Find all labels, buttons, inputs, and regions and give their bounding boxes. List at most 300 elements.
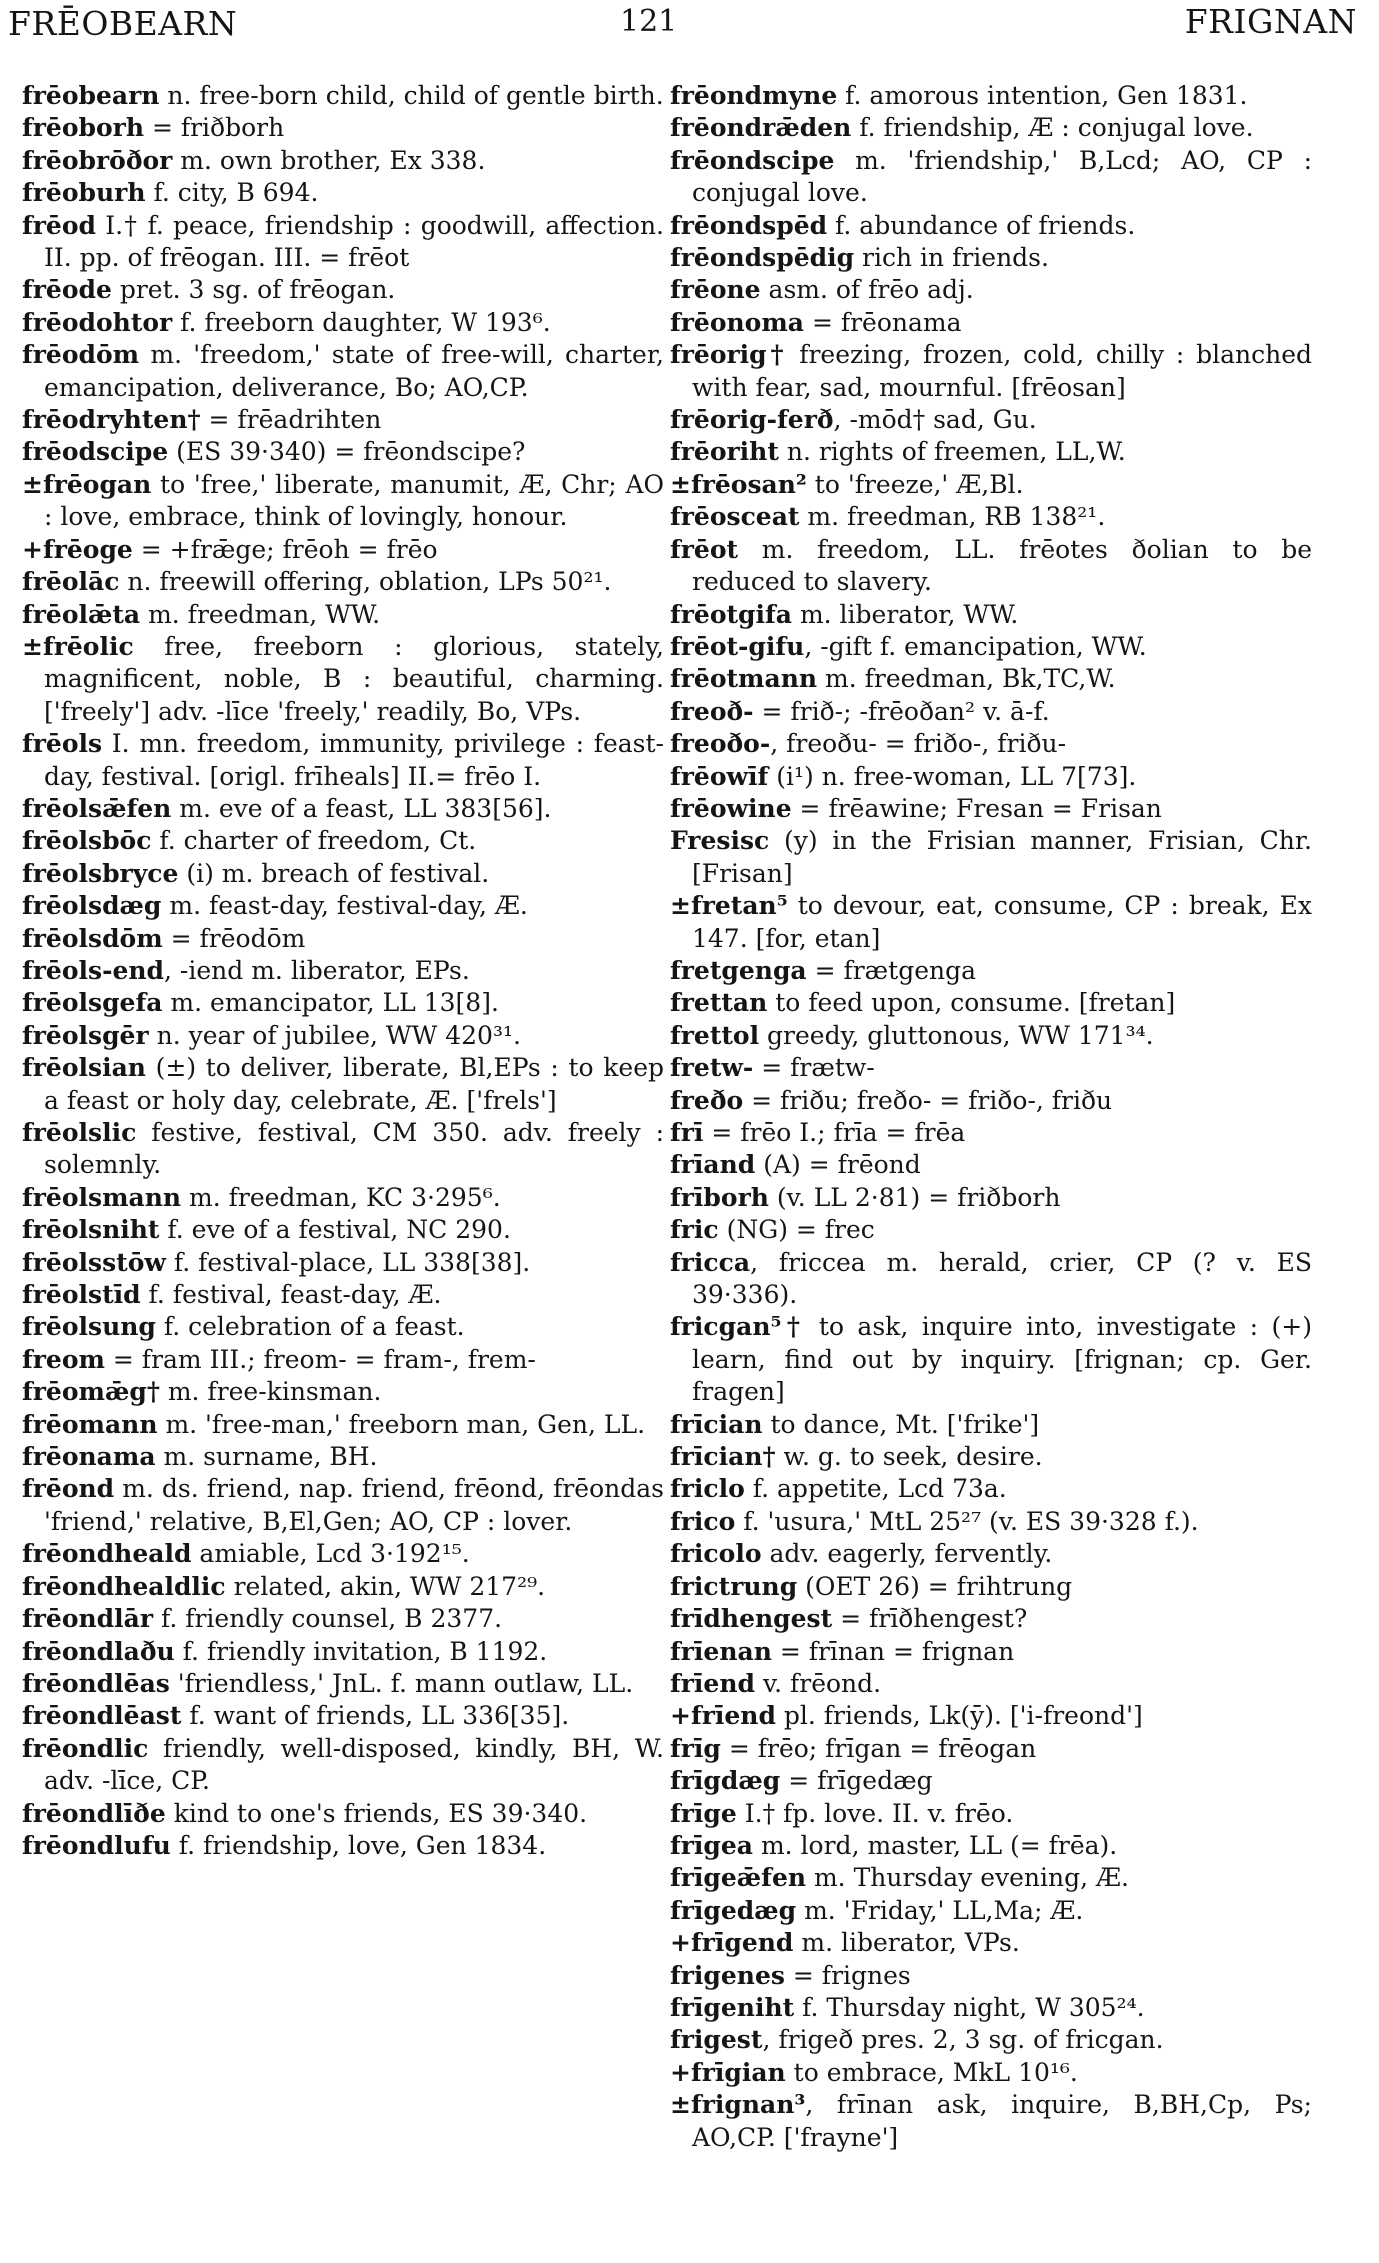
entry-headword: frēot-gifu: [670, 631, 805, 661]
entry-definition: v. frēond.: [755, 1668, 882, 1698]
dictionary-entry: [22, 1279, 664, 1311]
entry-definition: free, freeborn : glorious, stately, magnificent, noble, B : beautiful, charming. ['freely'] adv. -līce 'freely,' readily, Bo, VPs.: [44, 631, 664, 726]
entry-definition: f. abundance of friends.: [827, 210, 1136, 240]
entry-headword: +frīend: [670, 1701, 776, 1731]
dictionary-entry: [22, 177, 664, 209]
dictionary-entry: [22, 307, 664, 339]
entry-definition: freezing, frozen, cold, chilly : blanched with fear, sad, mournful. [frēosan]: [692, 340, 1312, 402]
dictionary-entry: [22, 1376, 664, 1408]
header-right-guideword: FRIGNAN: [1184, 2, 1357, 41]
entry-headword: ±frēogan: [22, 469, 152, 499]
entry-definition: f. festival, feast-day, Æ.: [140, 1280, 442, 1310]
entry-headword: frīgea: [670, 1830, 754, 1860]
dictionary-entry: [22, 436, 664, 468]
entry-definition: I. mn. freedom, immunity, privilege : feast-day, festival. [origl. frīheals] II.= frēo I.: [44, 729, 664, 791]
dictionary-entry: [22, 1052, 664, 1117]
dictionary-entry: [670, 663, 1312, 695]
entry-definition: rich in friends.: [854, 243, 1049, 273]
entry-headword: frēols-end: [22, 955, 165, 985]
dictionary-entry: [670, 728, 1312, 760]
entry-definition: f. eve of a festival, NC 290.: [159, 1215, 511, 1245]
dictionary-entry: [22, 274, 664, 306]
entry-headword: frēolsung: [22, 1312, 156, 1342]
entry-definition: f. friendly invitation, B 1192.: [174, 1636, 548, 1666]
dictionary-entry: [670, 80, 1312, 112]
entry-headword: frīgedæg: [670, 1895, 797, 1925]
dictionary-entry: [670, 1409, 1312, 1441]
entry-headword: freðo: [670, 1085, 744, 1115]
entry-headword: frēolsstōw: [22, 1247, 166, 1277]
entry-definition: pret. 3 sg. of frēogan.: [111, 275, 396, 305]
entry-headword: frēosceat: [670, 502, 800, 532]
entry-definition: , freoðu- = friðo-, friðu-: [770, 729, 1067, 759]
entry-definition: m. Thursday evening, Æ.: [806, 1863, 1129, 1893]
dictionary-entry: [670, 339, 1312, 404]
entry-headword: frēode: [22, 275, 112, 305]
entry-definition: f. friendship, love, Gen 1834.: [170, 1830, 547, 1860]
dictionary-entry: [670, 890, 1312, 955]
entry-headword: frēoburh: [22, 178, 146, 208]
entry-headword: frēondheald: [22, 1539, 192, 1569]
entry-definition: I.† f. peace, friendship : goodwill, affection. II. pp. of frēogan. III. = frēot: [44, 210, 664, 273]
entry-definition: kind to one's friends, ES 39·340.: [165, 1798, 588, 1828]
entry-definition: to ask, inquire into, investigate : (+) learn, find out by inquiry. [frignan; cp. Ger. fragen]: [692, 1312, 1312, 1407]
dictionary-entry: [22, 1798, 664, 1830]
entry-headword: frigenes: [670, 1960, 785, 1990]
entry-headword: frīend: [670, 1668, 755, 1698]
dictionary-entry: [670, 436, 1312, 468]
entry-definition: m. 'friendship,' B,Lcd; AO, CP : conjugal love.: [692, 145, 1312, 208]
entry-headword: frīenan: [670, 1636, 772, 1666]
entry-definition: m. freedman, WW.: [140, 599, 381, 629]
entry-definition: m. eve of a feast, LL 383[56].: [171, 793, 552, 823]
entry-headword: frēodscipe: [22, 437, 169, 467]
entry-definition: = friðu; freðo- = friðo-, friðu: [743, 1085, 1113, 1115]
dictionary-entry: [670, 145, 1312, 210]
dictionary-entry: [670, 1700, 1312, 1732]
dictionary-entry: [22, 890, 664, 922]
entry-definition: I.† fp. love. II. v. frēo.: [736, 1798, 1014, 1828]
entry-definition: , friccea m. herald, crier, CP (? v. ES 39·336).: [692, 1247, 1312, 1310]
entry-headword: frēond: [22, 1474, 115, 1504]
dictionary-entry: [670, 501, 1312, 533]
entry-definition: f. appetite, Lcd 73a.: [744, 1474, 1007, 1504]
entry-definition: f. friendship, Æ : conjugal love.: [851, 113, 1254, 143]
entry-definition: f. charter of freedom, Ct.: [151, 826, 477, 856]
dictionary-entry: [22, 1473, 664, 1538]
entry-headword: frēowīf: [670, 761, 769, 791]
entry-headword: frēondmyne: [670, 81, 838, 110]
entry-headword: ±frignan³: [670, 2090, 806, 2120]
dictionary-entry: [670, 955, 1312, 987]
entry-definition: (±) to deliver, liberate, Bl,EPs : to keep a feast or holy day, celebrate, Æ. ['frels']: [44, 1053, 664, 1115]
dictionary-entry: [670, 1992, 1312, 2024]
entry-headword: frēondlēast: [22, 1701, 182, 1731]
entry-headword: frēondscipe: [670, 145, 835, 175]
entry-headword: frēorig-ferð: [670, 405, 834, 435]
dictionary-entry: [670, 1020, 1312, 1052]
entry-definition: to feed upon, consume. [fretan]: [767, 988, 1176, 1018]
entry-definition: = frēo I.; frīa = frēa: [703, 1118, 966, 1147]
entry-headword: fretw-: [670, 1053, 754, 1083]
dictionary-entry: [22, 145, 664, 177]
entry-headword: frēolāc: [22, 567, 120, 597]
entry-headword: frīge: [670, 1798, 737, 1828]
dictionary-entry: [670, 1927, 1312, 1959]
left-column: [22, 80, 664, 1862]
dictionary-entry: [670, 1733, 1312, 1765]
dictionary-entry: [670, 1311, 1312, 1408]
dictionary-entry: [22, 793, 664, 825]
entry-definition: n. rights of freemen, LL,W.: [778, 437, 1126, 467]
dictionary-entry: [670, 793, 1312, 825]
dictionary-entry: [670, 307, 1312, 339]
entry-definition: (y) in the Frisian manner, Frisian, Chr. [Frisan]: [692, 826, 1312, 888]
dictionary-entry: [22, 1182, 664, 1214]
dictionary-entry: [670, 1182, 1312, 1214]
entry-headword: frīdhengest: [670, 1604, 833, 1634]
dictionary-entry: [670, 534, 1312, 599]
dictionary-entry: [22, 1700, 664, 1732]
entry-headword: fricgan⁵†: [670, 1312, 806, 1342]
dictionary-entry: [22, 1214, 664, 1246]
dictionary-entry: [670, 987, 1312, 1019]
dictionary-entry: [22, 631, 664, 728]
entry-definition: f. want of friends, LL 336[35].: [181, 1701, 570, 1731]
dictionary-entry: [22, 1830, 664, 1862]
entry-headword: frēolsian: [22, 1053, 146, 1083]
entry-definition: to 'freeze,' Æ,Bl.: [806, 469, 1024, 499]
entry-definition: = frīgedæg: [780, 1766, 933, 1796]
entry-definition: (NG) = frec: [718, 1215, 875, 1245]
entry-headword: frēoriht: [670, 437, 779, 467]
entry-headword: frēolsniht: [22, 1215, 160, 1245]
entry-headword: freoð-: [670, 696, 754, 726]
entry-definition: = frīnan = frignan: [771, 1636, 1015, 1666]
entry-headword: frēone: [670, 275, 761, 305]
entry-definition: m. 'Friday,' LL,Ma; Æ.: [796, 1895, 1084, 1925]
entry-definition: w. g. to seek, desire.: [775, 1442, 1043, 1472]
entry-headword: frēolsbōc: [22, 826, 152, 856]
entry-definition: n. free-born child, child of gentle birth.: [159, 81, 664, 110]
entry-headword: freoðo-: [670, 729, 771, 759]
entry-definition: f. amorous intention, Gen 1831.: [837, 81, 1248, 110]
dictionary-entry: [670, 210, 1312, 242]
entry-headword: fricca: [670, 1247, 751, 1277]
entry-headword: frēomǣg†: [22, 1377, 160, 1407]
entry-headword: frēolsbryce: [22, 858, 179, 888]
entry-definition: pl. friends, Lk(ȳ). ['i-freond']: [775, 1701, 1143, 1731]
dictionary-entry: [22, 1409, 664, 1441]
dictionary-entry: [22, 1668, 664, 1700]
entry-headword: frēonoma: [670, 307, 805, 337]
entry-headword: ±frēolic: [22, 631, 134, 661]
dictionary-entry: [670, 1895, 1312, 1927]
entry-headword: frēoborh: [22, 113, 145, 143]
entry-headword: frēobearn: [22, 81, 160, 110]
entry-headword: frettol: [670, 1020, 760, 1050]
entry-definition: m. own brother, Ex 338.: [172, 145, 486, 175]
dictionary-entry: [670, 1765, 1312, 1797]
entry-headword: frēotgifa: [670, 599, 792, 629]
dictionary-entry: [670, 1798, 1312, 1830]
entry-headword: frēolslic: [22, 1118, 137, 1147]
entry-definition: f. Thursday night, W 305²⁴.: [794, 1992, 1145, 2022]
entry-definition: f. 'usura,' MtL 25²⁷ (v. ES 39·328 f.).: [735, 1506, 1199, 1536]
dictionary-entry: [22, 987, 664, 1019]
entry-headword: ±frēosan²: [670, 469, 807, 499]
entry-definition: to devour, eat, consume, CP : break, Ex 147. [for, etan]: [692, 891, 1312, 953]
entry-headword: +frēoge: [22, 534, 133, 564]
dictionary-entry: [670, 1538, 1312, 1570]
dictionary-entry: [22, 339, 664, 404]
running-header: [0, 0, 1379, 60]
dictionary-entry: [670, 274, 1312, 306]
entry-headword: frēondlufu: [22, 1830, 171, 1860]
dictionary-entry: [670, 1052, 1312, 1084]
entry-headword: frēonama: [22, 1442, 156, 1472]
dictionary-entry: [670, 1117, 1312, 1149]
dictionary-entry: [670, 242, 1312, 274]
dictionary-entry: [670, 631, 1312, 663]
entry-definition: f. freeborn daughter, W 193⁶.: [172, 307, 551, 337]
entry-headword: frictrung: [670, 1571, 798, 1601]
dictionary-entry: [22, 1571, 664, 1603]
dictionary-entry: [670, 1506, 1312, 1538]
entry-headword: frēolǣta: [22, 599, 141, 629]
entry-headword: frēot: [670, 534, 739, 564]
entry-headword: frēolsgēr: [22, 1020, 149, 1050]
entry-definition: = frēonama: [804, 307, 962, 337]
dictionary-entry: [670, 761, 1312, 793]
entry-headword: fretgenga: [670, 955, 807, 985]
dictionary-entry: [670, 1149, 1312, 1181]
dictionary-entry: [670, 696, 1312, 728]
dictionary-entry: [670, 1247, 1312, 1312]
entry-definition: m. 'freedom,' state of free-will, charter, emancipation, deliverance, Bo; AO,CP.: [44, 340, 664, 402]
dictionary-entry: [22, 955, 664, 987]
entry-definition: f. festival-place, LL 338[38].: [165, 1247, 531, 1277]
entry-definition: n. freewill offering, oblation, LPs 50²¹.: [119, 567, 612, 597]
entry-definition: (ES 39·340) = frēondscipe?: [168, 437, 526, 467]
dictionary-entry: [670, 1441, 1312, 1473]
entry-headword: Fresisc: [670, 826, 770, 856]
entry-definition: = frēawine; Fresan = Frisan: [791, 793, 1162, 823]
entry-definition: f. celebration of a feast.: [155, 1312, 465, 1342]
entry-definition: = frēodōm: [162, 923, 306, 953]
dictionary-entry: [670, 599, 1312, 631]
entry-definition: adv. eagerly, fervently.: [761, 1539, 1053, 1569]
entry-headword: frēolsdæg: [22, 891, 162, 921]
dictionary-entry: [670, 1668, 1312, 1700]
entry-definition: m. feast-day, festival-day, Æ.: [161, 891, 528, 921]
page-number: 121: [620, 4, 678, 39]
entry-headword: ±fretan⁵: [670, 891, 788, 921]
entry-headword: freom: [22, 1344, 105, 1374]
dictionary-entry: [670, 825, 1312, 890]
entry-headword: frīborh: [670, 1182, 769, 1212]
entry-headword: frettan: [670, 988, 768, 1018]
entry-headword: frēotmann: [670, 664, 818, 694]
entry-headword: +frīgian: [670, 2057, 786, 2087]
dictionary-entry: [670, 1862, 1312, 1894]
dictionary-entry: [22, 1538, 664, 1570]
entry-definition: m. freedman, Bk,TC,W.: [817, 664, 1116, 694]
entry-headword: frēod: [22, 210, 96, 240]
entry-headword: frēondlēas: [22, 1668, 170, 1698]
entry-headword: fric: [670, 1215, 719, 1245]
dictionary-entry: [22, 1441, 664, 1473]
dictionary-entry: [22, 1247, 664, 1279]
dictionary-entry: [22, 210, 664, 275]
entry-definition: (i¹) n. free-woman, LL 7[73].: [768, 761, 1137, 791]
dictionary-entry: [22, 1603, 664, 1635]
entry-headword: frīgeǣfen: [670, 1863, 807, 1893]
entry-headword: frēodohtor: [22, 307, 173, 337]
dictionary-entry: [22, 728, 664, 793]
entry-definition: = +frǣge; frēoh = frēo: [132, 534, 438, 564]
entry-headword: frēondspēdig: [670, 243, 855, 273]
entry-headword: frēobrōðor: [22, 145, 173, 175]
dictionary-entry: [670, 1960, 1312, 1992]
entry-definition: to embrace, MkL 10¹⁶.: [785, 2057, 1078, 2087]
entry-definition: m. liberator, VPs.: [793, 1928, 1020, 1958]
entry-headword: frēolsǣfen: [22, 793, 172, 823]
entry-headword: frīgdæg: [670, 1766, 781, 1796]
dictionary-entry: [670, 1571, 1312, 1603]
dictionary-entry: [22, 923, 664, 955]
entry-headword: frēols: [22, 729, 103, 759]
entry-headword: frēorig†: [670, 340, 788, 370]
dictionary-entry: [670, 1830, 1312, 1862]
entry-definition: (i) m. breach of festival.: [178, 858, 490, 888]
dictionary-entry: [22, 1311, 664, 1343]
entry-definition: f. friendly counsel, B 2377.: [153, 1604, 503, 1634]
dictionary-entry: [22, 469, 664, 534]
entry-headword: frīcian: [670, 1409, 763, 1439]
dictionary-entry: [22, 599, 664, 631]
entry-headword: frēolsmann: [22, 1182, 182, 1212]
entry-headword: frīcian†: [670, 1442, 776, 1472]
dictionary-entry: [22, 1733, 664, 1798]
entry-definition: asm. of frēo adj.: [760, 275, 974, 305]
entry-headword: frēondspēd: [670, 210, 828, 240]
dictionary-entry: [670, 1473, 1312, 1505]
entry-definition: = frēadrihten: [200, 405, 382, 435]
dictionary-entry: [670, 1085, 1312, 1117]
dictionary-entry: [670, 2024, 1312, 2056]
dictionary-entry: [670, 469, 1312, 501]
entry-definition: m. liberator, WW.: [792, 599, 1019, 629]
entry-definition: , frigeð pres. 2, 3 sg. of fricgan.: [762, 2025, 1164, 2055]
entry-definition: = frætw-: [753, 1053, 875, 1083]
dictionary-entry: [22, 80, 664, 112]
entry-headword: frīand: [670, 1150, 756, 1180]
entry-definition: = fram III.; freom- = fram-, frem-: [104, 1344, 536, 1374]
entry-definition: amiable, Lcd 3·192¹⁵.: [191, 1539, 470, 1569]
dictionary-entry: [22, 534, 664, 566]
entry-headword: frēolsdōm: [22, 923, 163, 953]
entry-definition: , -gift f. emancipation, WW.: [804, 631, 1147, 661]
entry-headword: frī: [670, 1118, 704, 1147]
dictionary-entry: [22, 1020, 664, 1052]
dictionary-entry: [22, 566, 664, 598]
entry-definition: m. freedom, LL. frēotes ðolian to be reduced to slavery.: [692, 534, 1312, 597]
entry-definition: , frīnan ask, inquire, B,BH,Cp, Ps; AO,CP. ['frayne']: [692, 2090, 1312, 2152]
entry-definition: , -iend m. liberator, EPs.: [164, 955, 470, 985]
dictionary-entry: [22, 825, 664, 857]
entry-definition: = frætgenga: [806, 955, 977, 985]
entry-definition: festive, festival, CM 350. adv. freely : solemnly.: [44, 1118, 664, 1180]
entry-headword: frīg: [670, 1733, 721, 1763]
entry-headword: frēondlīðe: [22, 1798, 166, 1828]
dictionary-entry: [670, 404, 1312, 436]
entry-definition: to 'free,' liberate, manumit, Æ, Chr; AO : love, embrace, think of lovingly, honour.: [44, 469, 664, 532]
entry-headword: frēolsgefa: [22, 988, 163, 1018]
entry-headword: frigest: [670, 2025, 763, 2055]
entry-definition: = frīðhengest?: [832, 1604, 1028, 1634]
entry-headword: friclo: [670, 1474, 745, 1504]
dictionary-entry: [22, 1117, 664, 1182]
entry-definition: greedy, gluttonous, WW 171³⁴.: [759, 1020, 1154, 1050]
entry-definition: = frið-; -frēoðan² v. ā-f.: [753, 696, 1050, 726]
right-column: [670, 80, 1312, 2154]
entry-headword: frēodryhten†: [22, 405, 201, 435]
entry-headword: frēomann: [22, 1409, 158, 1439]
dictionary-entry: [22, 1344, 664, 1376]
dictionary-entry: [22, 1636, 664, 1668]
entry-definition: (v. LL 2·81) = friðborh: [768, 1182, 1061, 1212]
dictionary-entry: [22, 858, 664, 890]
entry-definition: = frignes: [784, 1960, 911, 1990]
entry-headword: +frīgend: [670, 1928, 794, 1958]
entry-definition: , -mōd† sad, Gu.: [833, 405, 1037, 435]
entry-headword: frēondlic: [22, 1733, 149, 1763]
entry-definition: (A) = frēond: [755, 1150, 921, 1180]
entry-headword: frēondhealdlic: [22, 1571, 226, 1601]
entry-headword: frēondlār: [22, 1604, 154, 1634]
entry-headword: frēondlaðu: [22, 1636, 175, 1666]
entry-definition: (OET 26) = frihtrung: [797, 1571, 1073, 1601]
entry-definition: = friðborh: [144, 113, 285, 143]
entry-definition: f. city, B 694.: [145, 178, 319, 208]
entry-headword: frēolstīd: [22, 1280, 141, 1310]
entry-definition: m. ds. friend, nap. friend, frēond, frēondas 'friend,' relative, B,El,Gen; AO, CP : lover.: [44, 1474, 664, 1536]
dictionary-entry: [670, 2057, 1312, 2089]
entry-definition: to dance, Mt. ['frike']: [762, 1409, 1040, 1439]
entry-definition: m. freedman, RB 138²¹.: [799, 502, 1106, 532]
entry-headword: frēowine: [670, 793, 792, 823]
entry-headword: frēondrǣden: [670, 113, 852, 143]
entry-definition: n. year of jubilee, WW 420³¹.: [148, 1020, 521, 1050]
dictionary-entry: [670, 2089, 1312, 2154]
dictionary-entry: [22, 404, 664, 436]
entry-headword: frīgeniht: [670, 1992, 795, 2022]
header-left-guideword: FRĒOBEARN: [8, 4, 238, 43]
dictionary-entry: [22, 112, 664, 144]
entry-headword: frēodōm: [22, 340, 140, 370]
entry-definition: m. free-kinsman.: [159, 1377, 382, 1407]
entry-definition: related, akin, WW 217²⁹.: [225, 1571, 546, 1601]
entry-definition: = frēo; frīgan = frēogan: [720, 1733, 1037, 1763]
dictionary-entry: [670, 112, 1312, 144]
entry-headword: frico: [670, 1506, 736, 1536]
entry-definition: m. surname, BH.: [155, 1442, 378, 1472]
dictionary-entry: [670, 1636, 1312, 1668]
entry-definition: friendly, well-disposed, kindly, BH, W. adv. -līce, CP.: [44, 1733, 664, 1796]
entry-headword: fricolo: [670, 1539, 762, 1569]
entry-definition: 'friendless,' JnL. f. mann outlaw, LL.: [169, 1668, 634, 1698]
